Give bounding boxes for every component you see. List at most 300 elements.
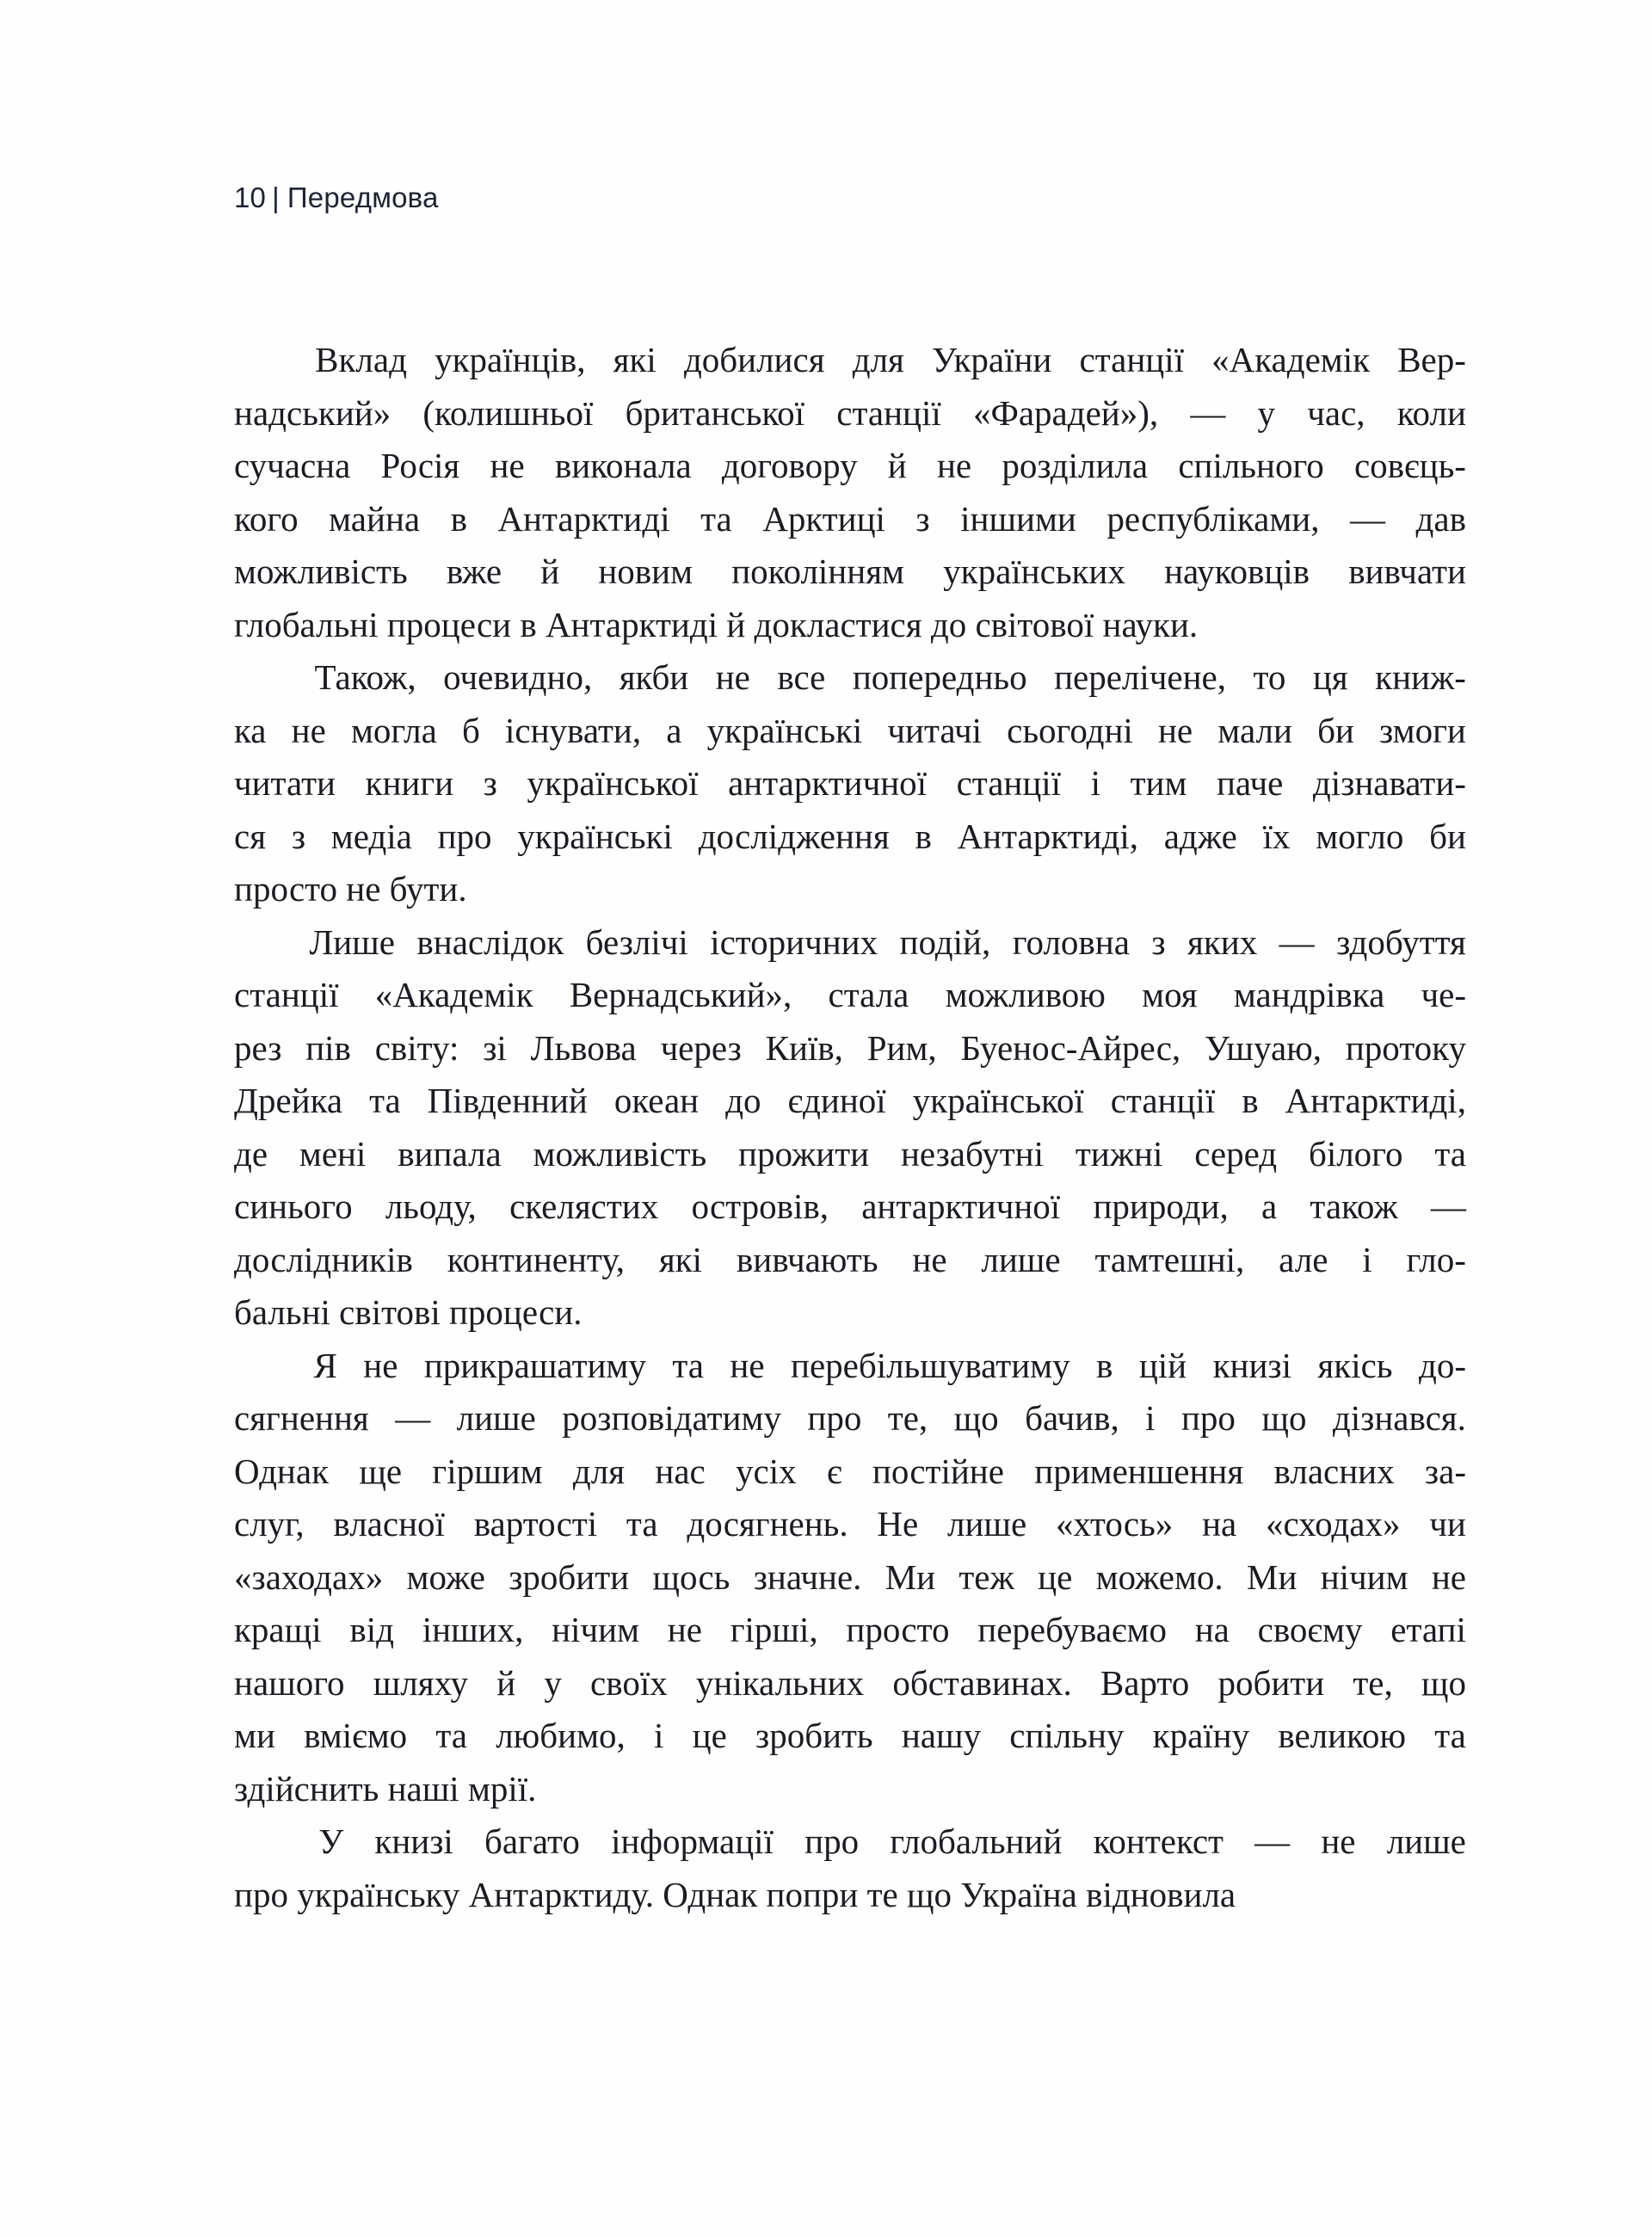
word: льоду,	[385, 1186, 477, 1226]
word: про	[804, 1821, 860, 1861]
word: дізнався.	[1332, 1398, 1466, 1438]
word: перелічене,	[1054, 657, 1226, 697]
word: і	[654, 1716, 664, 1755]
word: що	[953, 1398, 999, 1438]
word: українські	[517, 816, 673, 856]
text-line	[234, 545, 1466, 599]
text-line	[234, 1710, 1466, 1763]
word: тамтешні,	[1094, 1239, 1245, 1279]
word: книзі	[1212, 1345, 1291, 1385]
word: своєму	[1257, 1610, 1363, 1649]
word: моя	[1142, 975, 1198, 1014]
word: паче	[1216, 763, 1284, 803]
word: могла	[350, 710, 437, 750]
word: сучасна	[234, 446, 351, 485]
word: до	[725, 1081, 761, 1120]
word: історичних	[710, 921, 878, 962]
word: нашу	[901, 1716, 982, 1755]
word: океан	[613, 1081, 700, 1120]
word: че-	[1421, 975, 1466, 1014]
word: спільну	[1009, 1716, 1125, 1755]
word: не	[936, 446, 972, 485]
word: подій,	[899, 921, 991, 962]
word: Південний	[427, 1081, 588, 1120]
word: білого	[1308, 1133, 1403, 1174]
word: для	[572, 1451, 626, 1491]
word: безлічі	[585, 921, 688, 962]
word: які	[613, 340, 656, 379]
word: на	[1194, 1610, 1230, 1649]
word: і	[1362, 1239, 1372, 1279]
word: Дрейка	[234, 1081, 343, 1120]
page-number: 10	[234, 182, 267, 213]
word: «сходах»	[1266, 1504, 1401, 1544]
word: з	[483, 763, 497, 803]
word: досягнень.	[687, 1504, 848, 1544]
word: могло	[1316, 816, 1404, 856]
word: не	[490, 446, 525, 485]
text-line	[234, 1128, 1466, 1181]
word: островів,	[691, 1186, 829, 1226]
word: —	[1254, 1821, 1291, 1861]
text-line	[234, 757, 1466, 810]
word: може	[406, 1556, 485, 1597]
paragraph	[234, 334, 1466, 651]
word: й	[887, 446, 907, 485]
word: книж-	[1375, 657, 1466, 697]
text-line	[234, 1022, 1466, 1075]
word: —	[395, 1398, 431, 1438]
word: від	[349, 1610, 394, 1649]
word: не	[291, 710, 326, 750]
word: можливість	[533, 1133, 707, 1174]
word: надський»	[234, 392, 391, 433]
word: українські	[706, 710, 863, 750]
word: час,	[1307, 392, 1365, 433]
word: в	[1242, 1081, 1259, 1120]
word: розділила	[1002, 446, 1149, 485]
word: станції	[836, 392, 941, 433]
word: не	[1321, 1821, 1356, 1861]
word: можемо.	[1095, 1556, 1224, 1597]
word: Вклад	[315, 340, 407, 379]
word: за-	[1424, 1451, 1466, 1491]
word: виконала	[554, 446, 692, 485]
word: на	[1202, 1504, 1237, 1544]
word: гло-	[1406, 1239, 1466, 1279]
word: а	[1261, 1186, 1278, 1226]
word: мандрівка	[1233, 975, 1385, 1014]
word: книзі	[374, 1821, 453, 1861]
word: Однак	[234, 1451, 329, 1491]
word: У	[318, 1821, 344, 1861]
word: та	[435, 1716, 467, 1755]
word: станції	[234, 975, 339, 1014]
word: природи,	[1093, 1186, 1229, 1226]
word: можливою	[945, 975, 1106, 1014]
text-line	[234, 440, 1466, 493]
word: (колишньої	[422, 392, 594, 433]
first-line-indent	[234, 334, 287, 387]
word: «заходах»	[234, 1556, 384, 1597]
word: українців,	[435, 340, 586, 379]
word: це	[692, 1716, 727, 1755]
word: української	[912, 1081, 1084, 1120]
word: іншими	[960, 498, 1076, 539]
word: «Академік	[1211, 340, 1371, 379]
word: дослідження	[698, 816, 890, 856]
word: незабутні	[900, 1133, 1045, 1174]
word: —	[1430, 1186, 1466, 1226]
word: ми	[234, 1716, 275, 1755]
word: науковців	[1164, 552, 1310, 591]
word: України	[932, 340, 1052, 379]
word: те,	[887, 1398, 928, 1438]
word: применшення	[1034, 1451, 1244, 1491]
word: совєць-	[1353, 446, 1466, 485]
word: чи	[1429, 1504, 1466, 1544]
text-line	[234, 387, 1466, 441]
word: кращі	[234, 1610, 322, 1649]
word: й	[496, 1662, 516, 1703]
word: змоги	[1379, 710, 1466, 750]
word: та	[1434, 1133, 1466, 1174]
word: Не	[877, 1504, 919, 1544]
word: української	[527, 763, 699, 803]
word: ся	[234, 816, 267, 856]
word: у	[1257, 392, 1276, 433]
word: «хтось»	[1056, 1504, 1174, 1544]
paragraph	[234, 916, 1466, 1340]
word: Антарктиді,	[1285, 1081, 1466, 1120]
word: бачив,	[1025, 1398, 1119, 1438]
word: в	[450, 498, 467, 539]
word: випала	[398, 1133, 502, 1174]
word: адже	[1163, 816, 1237, 856]
word: перебуваємо	[977, 1610, 1167, 1649]
word: цій	[1138, 1345, 1187, 1385]
word: синього	[234, 1186, 353, 1226]
word: головна	[1012, 921, 1130, 962]
word: —	[1279, 921, 1315, 962]
word: інших,	[422, 1610, 524, 1649]
word: в	[915, 816, 932, 856]
word: та	[369, 1081, 401, 1120]
text-line	[234, 810, 1466, 864]
word: дізнавати-	[1312, 763, 1466, 803]
word: Арктиці	[762, 498, 885, 539]
paragraph	[234, 1340, 1466, 1816]
word: світу:	[374, 1027, 459, 1068]
running-header	[234, 181, 439, 215]
text-line	[234, 1604, 1466, 1657]
word: читачі	[887, 710, 982, 750]
word: вивчати	[1348, 552, 1466, 591]
word: попередньо	[852, 657, 1027, 697]
first-line-indent	[234, 651, 287, 705]
word: дав	[1415, 498, 1466, 539]
text-line	[234, 1234, 1466, 1287]
text-line	[234, 705, 1466, 758]
word: «Фарадей»),	[972, 392, 1159, 433]
word: зробити	[509, 1556, 630, 1597]
text-line: бальні світові процеси.	[234, 1292, 583, 1332]
paragraph	[234, 651, 1466, 916]
word: та	[626, 1504, 658, 1544]
paragraph	[234, 1815, 1466, 1921]
word: глобальний	[890, 1821, 1063, 1861]
word: не	[1431, 1556, 1466, 1597]
word: через	[660, 1027, 742, 1068]
word: добилися	[683, 340, 825, 379]
text-line	[234, 493, 1466, 546]
word: розповідатиму	[562, 1398, 781, 1438]
word: Антарктиді,	[957, 816, 1138, 856]
word: новим	[598, 552, 693, 591]
word: якісь	[1317, 1345, 1393, 1385]
word: протоку	[1345, 1027, 1466, 1068]
word: би	[1429, 816, 1466, 856]
word: та	[700, 498, 732, 539]
word: перебільшуватиму	[791, 1345, 1070, 1385]
word: теж	[959, 1556, 1014, 1597]
word: —	[1190, 392, 1226, 433]
word: Лише	[309, 921, 395, 962]
text-line: здійснить наші мрії.	[234, 1768, 537, 1809]
first-line-indent	[234, 1815, 287, 1869]
word: своїх	[590, 1662, 668, 1703]
word: «Академік	[374, 975, 533, 1014]
word: слуг,	[234, 1504, 305, 1544]
word: антарктичної	[861, 1186, 1061, 1226]
word: скелястих	[509, 1186, 659, 1226]
word: про	[1180, 1398, 1236, 1438]
word: лише	[947, 1504, 1027, 1544]
word: єдиної	[787, 1081, 886, 1120]
word: би	[1317, 710, 1354, 750]
word: існувати,	[504, 710, 642, 750]
word: очевидно,	[443, 657, 593, 697]
word: про	[437, 816, 492, 856]
word: Київ,	[765, 1027, 843, 1068]
text-line	[234, 334, 1466, 387]
word: у	[544, 1662, 562, 1703]
word: також	[1310, 1186, 1398, 1226]
word: власної	[333, 1504, 445, 1544]
word: й	[540, 552, 560, 591]
word: просто	[846, 1610, 950, 1649]
word: мені	[299, 1133, 367, 1174]
word: шляху	[373, 1662, 469, 1703]
word: кого	[234, 498, 299, 539]
word: республіками,	[1106, 498, 1320, 539]
word: не	[912, 1239, 947, 1279]
word: є	[826, 1451, 842, 1491]
text-line	[234, 651, 1466, 705]
word: сьогодні	[1007, 710, 1133, 750]
text-line	[234, 1815, 1466, 1869]
word: це	[1038, 1556, 1073, 1597]
word: вивчають	[736, 1239, 878, 1279]
word: не	[715, 657, 750, 697]
word: те,	[1353, 1662, 1393, 1703]
word: нічим	[1320, 1556, 1409, 1597]
word: сягнення	[234, 1398, 369, 1438]
word: зробить	[755, 1716, 873, 1755]
word: власних	[1273, 1451, 1395, 1491]
word: —	[1350, 498, 1386, 539]
word: Також,	[314, 657, 416, 697]
word: ще	[359, 1451, 403, 1491]
word: для	[852, 340, 904, 379]
word: медіа	[330, 816, 412, 856]
text-line	[234, 1340, 1466, 1393]
word: Антарктиді	[497, 498, 670, 539]
word: якби	[619, 657, 689, 697]
word: Варто	[1100, 1662, 1190, 1703]
word: ка	[234, 710, 267, 750]
word: договору	[721, 446, 858, 485]
word: дослідників	[234, 1239, 413, 1279]
word: і	[1145, 1398, 1156, 1438]
first-line-indent	[234, 1340, 287, 1393]
word: антарктичної	[728, 763, 928, 803]
word: з	[915, 498, 930, 539]
word: лише	[981, 1239, 1061, 1279]
word: Росія	[380, 446, 460, 485]
word: то	[1253, 657, 1286, 697]
word: значне.	[753, 1556, 862, 1597]
word: вже	[446, 552, 502, 591]
word: не	[667, 1610, 702, 1649]
word: прикрашатиму	[423, 1345, 646, 1385]
word: нас	[655, 1451, 706, 1491]
word: рез	[234, 1027, 282, 1068]
word: унікальних	[695, 1662, 865, 1703]
word: спільного	[1178, 446, 1324, 485]
word: з	[291, 816, 306, 856]
word: які	[658, 1239, 703, 1279]
body-text	[234, 334, 1466, 1921]
word: можливість	[234, 552, 408, 591]
word: прожити	[738, 1133, 870, 1174]
word: про	[807, 1398, 862, 1438]
word: Я	[313, 1345, 337, 1385]
word: внаслідок	[416, 921, 564, 962]
word: тижні	[1075, 1133, 1163, 1174]
word: і	[1090, 763, 1101, 803]
word: лише	[1386, 1821, 1466, 1861]
text-line	[234, 1180, 1466, 1234]
chapter-title: Передмова	[287, 182, 439, 213]
word: в	[1096, 1345, 1113, 1385]
word: що	[1421, 1662, 1466, 1703]
word: Ми	[885, 1556, 936, 1597]
word: гіршим	[432, 1451, 543, 1491]
word: мали	[1217, 710, 1292, 750]
word: до-	[1418, 1345, 1466, 1385]
word: нічим	[552, 1610, 640, 1649]
word: робити	[1217, 1662, 1325, 1703]
word: Ушуаю,	[1205, 1027, 1322, 1068]
word: та	[1434, 1716, 1466, 1755]
word: поколінням	[731, 552, 904, 591]
word: контекст	[1093, 1821, 1224, 1861]
word: серед	[1194, 1133, 1278, 1174]
word: нашого	[234, 1662, 345, 1703]
word: читати	[234, 763, 336, 803]
word: країну	[1152, 1716, 1250, 1755]
text-line: просто не бути.	[234, 869, 467, 909]
header-separator: |	[272, 182, 280, 213]
word: континенту,	[447, 1239, 625, 1279]
word: британської	[625, 392, 805, 433]
word: вартості	[473, 1504, 598, 1544]
word: станції	[1079, 340, 1184, 379]
word: все	[777, 657, 826, 697]
first-line-indent	[234, 916, 287, 970]
word: обставинах.	[892, 1662, 1072, 1703]
word: не	[1157, 710, 1193, 750]
word: станції	[956, 763, 1062, 803]
text-line: про українську Антарктиду. Однак попри те що Україна відновила	[234, 1874, 1236, 1914]
text-line	[234, 1498, 1466, 1551]
text-line	[234, 1657, 1466, 1710]
word: де	[234, 1133, 268, 1174]
text-line	[234, 916, 1466, 970]
word: Львова	[530, 1027, 637, 1068]
text-line	[234, 969, 1466, 1022]
word: етапі	[1390, 1610, 1466, 1649]
word: не	[363, 1345, 398, 1385]
word: Рим,	[866, 1027, 937, 1068]
word: з	[1151, 921, 1166, 962]
word: інформації	[611, 1821, 774, 1861]
text-line	[234, 1551, 1466, 1605]
word: постійне	[872, 1451, 1004, 1491]
word: тим	[1130, 763, 1187, 803]
text-line	[234, 1392, 1466, 1445]
word: книги	[365, 763, 454, 803]
word: та	[672, 1345, 704, 1385]
word: Вер-	[1397, 340, 1466, 379]
word: б	[461, 710, 480, 750]
word: пів	[305, 1027, 351, 1068]
word: а	[666, 710, 682, 750]
word: яких	[1187, 921, 1258, 962]
word: щось	[652, 1556, 730, 1597]
word: здобуття	[1336, 921, 1466, 962]
word: великою	[1278, 1716, 1407, 1755]
word: станції	[1110, 1081, 1216, 1120]
word: багато	[484, 1821, 580, 1861]
word: Ми	[1246, 1556, 1298, 1597]
word: Буенос-Айрес,	[960, 1027, 1181, 1068]
word: їх	[1262, 816, 1291, 856]
word: любимо,	[496, 1716, 626, 1755]
word: українських	[943, 552, 1125, 591]
word: лише	[456, 1398, 536, 1438]
text-line: глобальні процеси в Антарктиді й докластися до світової науки.	[234, 604, 1199, 644]
word: стала	[828, 975, 909, 1014]
word: але	[1279, 1239, 1328, 1279]
word: майна	[329, 498, 421, 539]
text-line	[234, 1445, 1466, 1499]
word: Вернадський»,	[569, 975, 792, 1014]
text-line	[234, 1075, 1466, 1128]
word: коли	[1396, 392, 1466, 433]
word: що	[1261, 1398, 1307, 1438]
